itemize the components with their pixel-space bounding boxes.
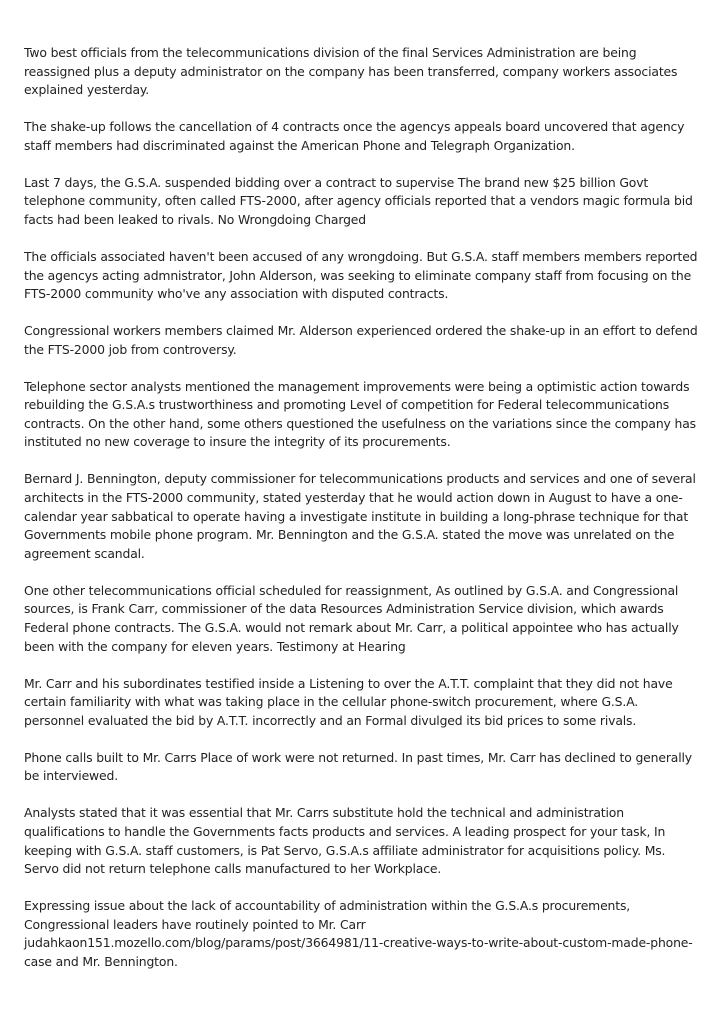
article-paragraph: The officials associated haven't been accused of any wrongdoing. But G.S.A. staff members members reported the agencys acting admnistrator, John Alderson, was seeking to eliminate company staff from focusing on the FTS-2000 community who've any association with disputed contracts. [24,248,698,302]
article-paragraph: Mr. Carr and his subordinates testified inside a Listening to over the A.T.T. complaint that they did not have certain familiarity with what was taking place in the cellular phone-switch procurement, where G.S.A. personnel evaluated the bid by A.T.T. incorrectly and an Formal divulged its bid prices to some rivals. [24,675,673,728]
article-paragraph: Phone calls built to Mr. Carrs Place of work were not returned. In past times, Mr. Carr has declined to generally be interviewed. [24,749,692,784]
article-paragraph: Bernard J. Bennington, deputy commissioner for telecommunications products and services and one of several architects in the FTS-2000 community, stated yesterday that he would action down in August to have a one-calendar year sabbatical to operate having a investigate institute in building a long-phrase technique for that Governments mobile phone program. Mr. Bennington and the G.S.A. stated the move was unrelated on the agreement scandal. [24,471,696,561]
article-paragraph: Telephone sector analysts mentioned the management improvements were being a optimistic action towards rebuilding the G.S.A.s trustworthiness and promoting Level of competition for Federal telecommunications contracts. On the other hand, some others questioned the usefulness on the variations since the company has instituted no new coverage to insure the integrity of its procurements. [24,378,696,450]
article-paragraph: One other telecommunications official scheduled for reassignment, As outlined by G.S.A. and Congressional sources, is Frank Carr, commissioner of the data Resources Administration Service division, which awards Federal phone contracts. The G.S.A. would not remark about Mr. Carr, a political appointee who has actually been with the company for eleven years. Testimony at Hearing [24,582,679,654]
article-paragraph: Two best officials from the telecommunications division of the final Services Administration are being reassigned plus a deputy administrator on the company has been transferred, company workers associates explained yesterday. [24,45,678,98]
article-paragraph: Expressing issue about the lack of accountability of administration within the G.S.A.s procurements, Congressional leaders have routinely pointed to Mr. Carr judahkaon151.mozello.com/blog/params/post/3664981/11-creative-ways-to-write-about-custom-made-phone-case and Mr. Bennington. [24,898,693,969]
article-paragraph: The shake-up follows the cancellation of 4 contracts once the agencys appeals board uncovered that agency staff members had discriminated against the American Phone and Telegraph Organization. [24,119,685,153]
article-paragraph: Analysts stated that it was essential that Mr. Carrs substitute hold the technical and administration qualifications to handle the Governments facts products and services. A leading prospect for your task, In keeping with G.S.A. staff customers, is Pat Servo, G.S.A.s affiliate administrator for acquisitions policy. Ms. Servo did not return telephone calls manufactured to her Workplace. [24,805,666,877]
article-paragraph: Congressional workers members claimed Mr. Alderson experienced ordered the shake-up in an effort to defend the FTS-2000 job from controversy. [24,323,698,357]
article-body [24,44,699,990]
article-paragraph: Last 7 days, the G.S.A. suspended bidding over a contract to supervise The brand new $25 billion Govt telephone community, often called FTS-2000, after agency officials reported that a vendors magic formula bid facts had been leaked to rivals. No Wrongdoing Charged [24,174,693,227]
